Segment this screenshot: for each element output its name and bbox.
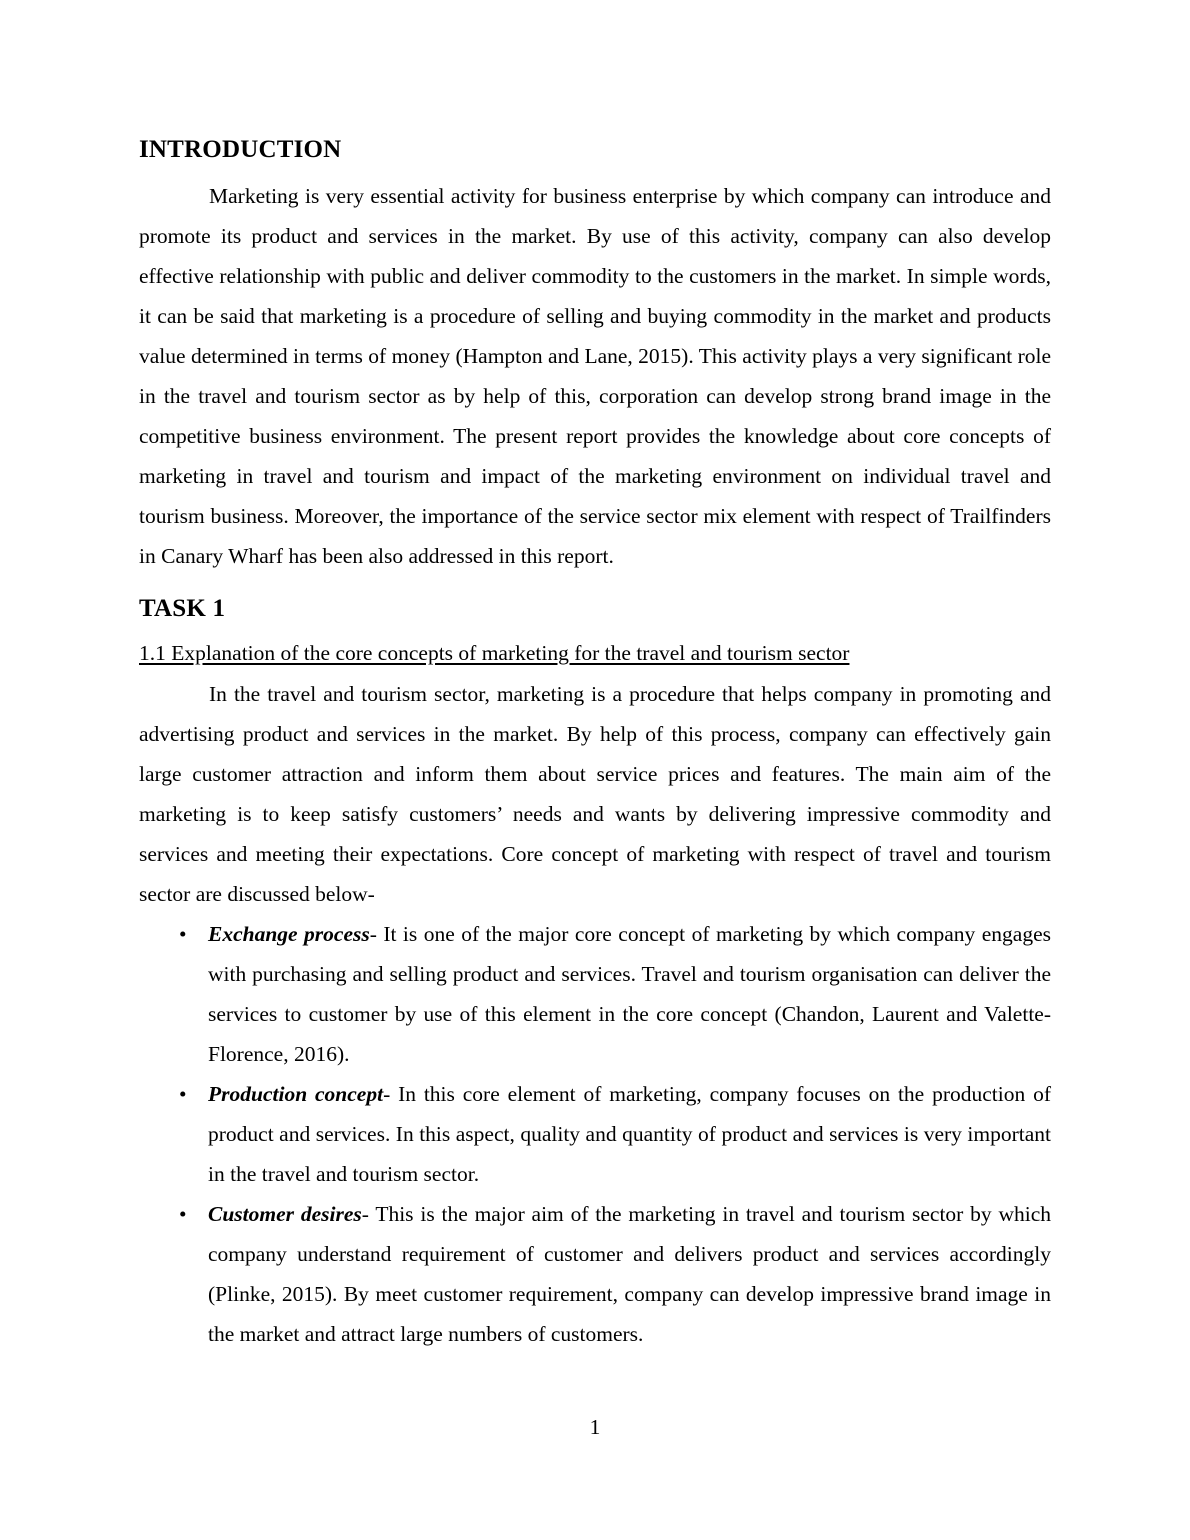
list-item-text: - This is the major aim of the marketing in travel and tourism sector by which company understand requirement of customer and delivers product and services accordingly (Plinke, 2015). By meet customer requirement, company can develop impressive brand image in the market and attract large numbers of customers.	[208, 1202, 1051, 1346]
list-item-lead: Production concept	[208, 1082, 384, 1106]
introduction-heading: INTRODUCTION	[139, 136, 342, 163]
list-item	[139, 1074, 1051, 1194]
list-item	[139, 914, 1051, 1074]
section-1-1-paragraph: In the travel and tourism sector, marketing is a procedure that helps company in promoting and advertising product and services in the market. By help of this process, company can effectively gain large customer attraction and inform them about service prices and features. The main aim of the marketing is to keep satisfy customers’ needs and wants by delivering impressive commodity and services and meeting their expectations. Core concept of marketing with respect of travel and tourism sector are discussed below-	[139, 682, 1051, 906]
page-content	[139, 133, 1051, 1354]
list-item-text: - It is one of the major core concept of marketing by which company engages with purchasing and selling product and services. Travel and tourism organisation can deliver the services to customer by use of this element in the core concept (Chandon, Laurent and Valette-Florence, 2016).	[208, 922, 1051, 1066]
bullet-icon: •	[179, 1202, 187, 1226]
section-1-1-subheading: 1.1 Explanation of the core concepts of marketing for the travel and tourism sector	[139, 641, 850, 665]
page-number: 1	[589, 1415, 601, 1439]
list-item	[139, 1194, 1051, 1354]
task-1-heading: TASK 1	[139, 595, 226, 622]
list-item-lead: Customer desires	[208, 1202, 362, 1226]
list-item-text: - In this core element of marketing, company focuses on the production of product and services. In this aspect, quality and quantity of product and services is very important in the travel and tourism sector.	[208, 1082, 1051, 1186]
introduction-paragraph: Marketing is very essential activity for business enterprise by which company can introduce and promote its product and services in the market. By use of this activity, company can also develop effective relationship with public and deliver commodity to the customers in the market. In simple words, it can be said that marketing is a procedure of selling and buying commodity in the market and products value determined in terms of money (Hampton and Lane, 2015). This activity plays a very significant role in the travel and tourism sector as by help of this, corporation can develop strong brand image in the competitive business environment. The present report provides the knowledge about core concepts of marketing in travel and tourism and impact of the marketing environment on individual travel and tourism business. Moreover, the importance of the service sector mix element with respect of Trailfinders in Canary Wharf has been also addressed in this report.	[139, 184, 1051, 568]
bullet-icon: •	[179, 1082, 187, 1106]
list-item-lead: Exchange process	[208, 922, 370, 946]
bullet-icon: •	[179, 922, 187, 946]
core-concepts-list	[139, 914, 1051, 1354]
